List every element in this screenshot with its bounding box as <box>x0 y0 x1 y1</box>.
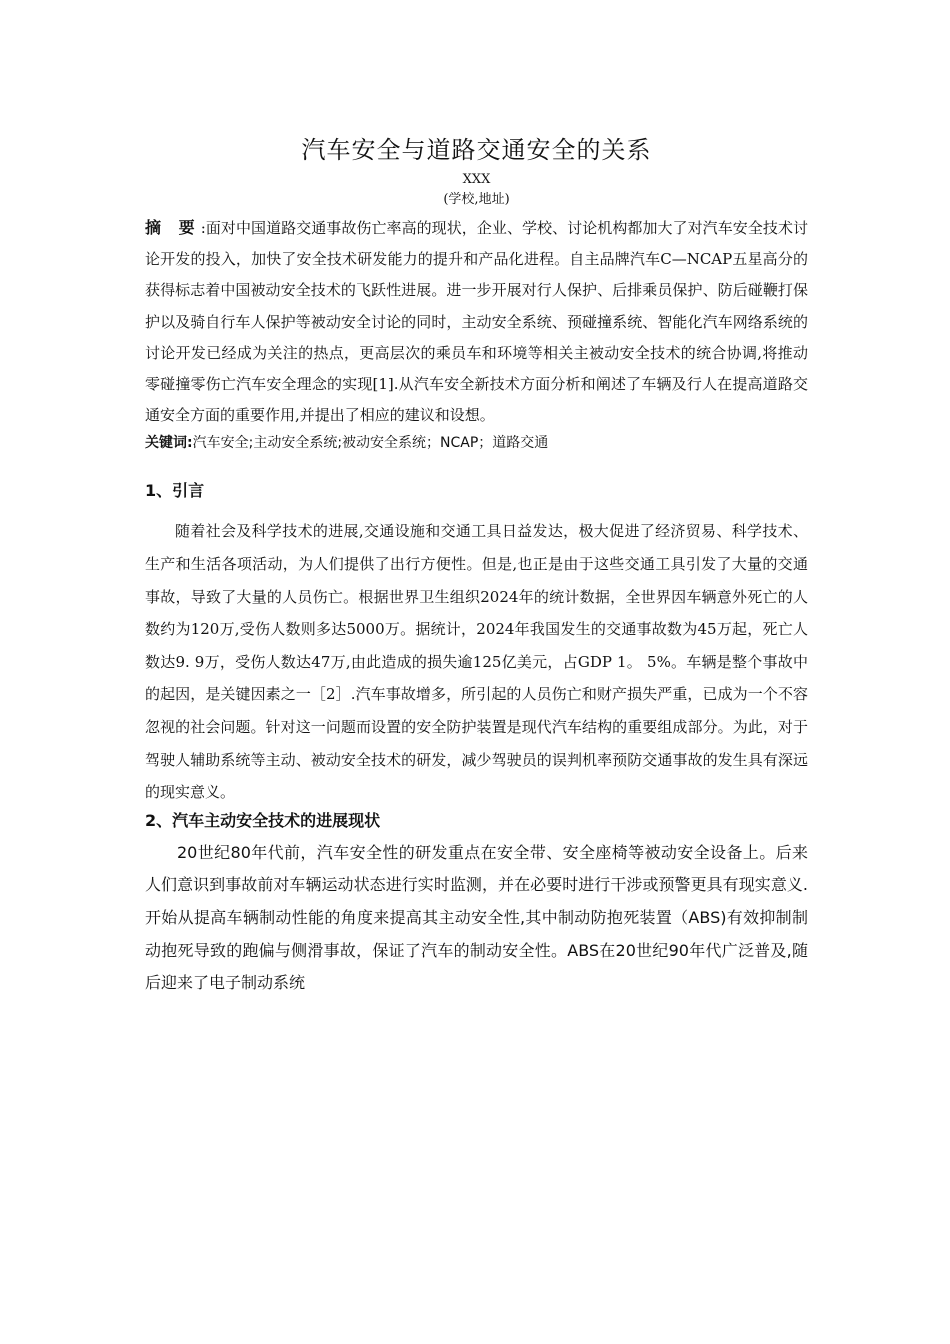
keywords-line <box>145 431 808 455</box>
keywords-label: 关键词: <box>145 435 193 452</box>
document-content <box>145 130 808 1000</box>
document-title: 汽车安全与道路交通安全的关系 <box>301 136 652 164</box>
section-2-paragraph: 20世纪80年代前，汽车安全性的研发重点在安全带、安全座椅等被动安全设备上。后来人们意识到事故前对车辆运动状态进行实时监测，并在必要时进行干涉或预警更具有现实意义.开始从提高车辆制动性能的角度来提高其主动安全性,其中制动防抱死装置（ABS)有效抑制制动抱死导致的跑偏与侧滑事故，保证了汽车的制动安全性。ABS在20世纪90年代广泛普及,随后迎来了电子制动系统 <box>145 842 808 993</box>
author-name: XXX <box>462 172 491 187</box>
abstract-text: :面对中国道路交通事故伤亡率高的现状，企业、学校、讨论机构都加大了对汽车安全技术讨论开发的投入，加快了安全技术研发能力的提升和产品化进程。自主品牌汽车C—NCAP五星高分的获得标志着中国被动安全技术的飞跃性进展。进一步开展对行人保护、后排乘员保护、防后碰鞭打保护以及骑自行车人保护等被动安全讨论的同时，主动安全系统、预碰撞系统、智能化汽车网络系统的讨论开发已经成为关注的热点，更高层次的乘员车和环境等相关主被动安全技术的统合协调,将推动零碰撞零伤亡汽车安全理念的实现[1].从汽车安全新技术方面分析和阐述了车辆及行人在提高道路交通安全方面的重要作用,并提出了相应的建议和设想。 <box>145 219 809 425</box>
abstract-paragraph <box>145 212 808 431</box>
keywords-text: 汽车安全;主动安全系统;被动安全系统；NCAP；道路交通 <box>192 435 549 452</box>
section-1-heading: 1、引言 <box>145 481 205 501</box>
author-affiliation: (学校,地址) <box>443 192 510 207</box>
abstract-label: 摘 要 <box>145 218 201 237</box>
section-1-paragraph: 随着社会及科学技术的进展,交通设施和交通工具日益发达，极大促进了经济贸易、科学技术、生产和生活各项活动，为人们提供了出行方便性。但是,也正是由于这些交通工具引发了大量的交通事故，导致了大量的人员伤亡。根据世界卫生组织2024年的统计数据，全世界因车辆意外死亡的人数约为120万,受伤人数则多达5000万。据统计，2024年我国发生的交通事故数为45万起，死亡人数达9. 9万，受伤人数达47万,由此造成的损失逾125亿美元，占GDP 1。 5%。车辆是整个事故中的起因，是关键因素之一［2］.汽车事故增多，所引起的人员伤亡和财产损失严重，已成为一个不容忽视的社会问题。针对这一问题而设置的安全防护装置是现代汽车结构的重要组成部分。为此，对于驾驶人辅助系统等主动、被动安全技术的研发，减少驾驶员的误判机率预防交通事故的发生具有深远的现实意义。 <box>145 522 808 802</box>
section-2-heading: 2、汽车主动安全技术的进展现状 <box>145 810 381 830</box>
